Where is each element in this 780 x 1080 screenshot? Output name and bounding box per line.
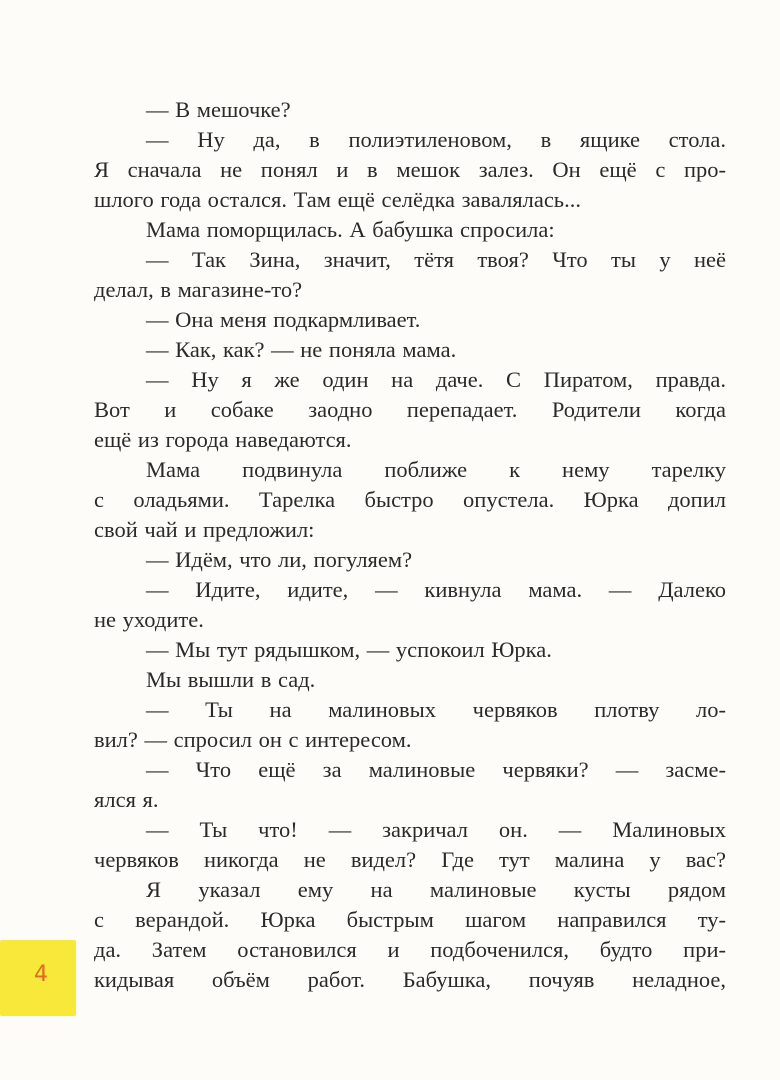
text-line: с верандой. Юрка быстрым шагом направился ту- bbox=[94, 907, 726, 932]
text-line: свой чай и предложил: bbox=[94, 517, 315, 542]
text-line: Вот и собаке заодно перепадает. Родители когда bbox=[94, 397, 726, 422]
text-line: вил? — спросил он с интересом. bbox=[94, 727, 412, 752]
text-line: да. Затем остановился и подбоченился, будто при- bbox=[94, 937, 726, 962]
story-text bbox=[94, 95, 726, 995]
text-line: — Она меня подкармливает. bbox=[146, 307, 421, 332]
text-line: червяков никогда не видел? Где тут малина у вас? bbox=[94, 847, 726, 872]
text-line: шлого года остался. Там ещё селёдка завалялась... bbox=[94, 187, 581, 212]
text-line: кидывая объём работ. Бабушка, почуяв неладное, bbox=[94, 967, 726, 992]
text-line: Я указал ему на малиновые кусты рядом bbox=[146, 877, 726, 902]
text-line: ялся я. bbox=[94, 787, 159, 812]
text-line: — Идите, идите, — кивнула мама. — Далеко bbox=[146, 577, 726, 602]
text-line: Мама подвинула поближе к нему тарелку bbox=[146, 457, 726, 482]
text-line: не уходите. bbox=[94, 607, 204, 632]
text-line: — Мы тут рядышком, — успокоил Юрка. bbox=[146, 637, 552, 662]
text-line: — Ты на малиновых червяков плотву ло- bbox=[146, 697, 726, 722]
text-line: Я сначала не понял и в мешок залез. Он ещё с про- bbox=[94, 157, 726, 182]
text-line: — Как, как? — не поняла мама. bbox=[146, 337, 457, 362]
text-line: — Ну я же один на даче. С Пиратом, правда. bbox=[146, 367, 726, 392]
text-line: — Так Зина, значит, тётя твоя? Что ты у неё bbox=[146, 247, 726, 272]
text-line: делал, в магазине-то? bbox=[94, 277, 303, 302]
text-line: — В мешочке? bbox=[146, 97, 291, 122]
text-line: Мы вышли в сад. bbox=[146, 667, 316, 692]
page-number: 4 bbox=[34, 962, 48, 987]
text-line: Мама поморщилась. А бабушка спросила: bbox=[146, 217, 555, 242]
text-line: с оладьями. Тарелка быстро опустела. Юрка допил bbox=[94, 487, 726, 512]
text-line: — Ну да, в полиэтиленовом, в ящике стола. bbox=[146, 127, 726, 152]
text-line: — Идём, что ли, погуляем? bbox=[146, 547, 413, 572]
text-line: ещё из города наведаются. bbox=[94, 427, 352, 452]
text-line: — Что ещё за малиновые червяки? — засме- bbox=[146, 757, 726, 782]
text-line: — Ты что! — закричал он. — Малиновых bbox=[146, 817, 726, 842]
